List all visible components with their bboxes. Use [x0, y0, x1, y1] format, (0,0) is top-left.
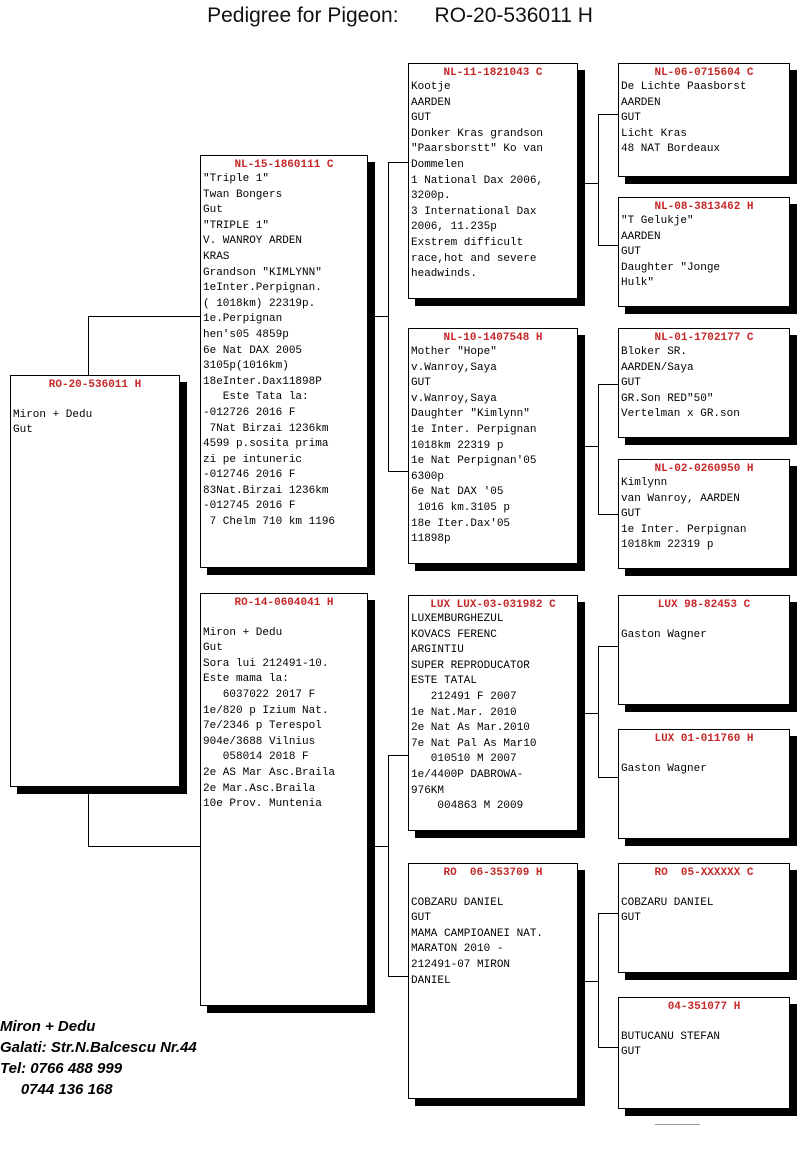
- connector: [368, 316, 388, 317]
- detail-line: ESTE TATAL: [411, 675, 478, 688]
- detail-line: 1e Nat Perpignan'05: [411, 455, 537, 468]
- detail-line: LUXEMBURGHEZUL: [411, 613, 504, 625]
- detail-line: MARATON 2010 -: [411, 943, 504, 956]
- detail-line: [621, 1014, 789, 1030]
- card-details: [619, 612, 789, 643]
- detail-line: Licht Kras: [621, 127, 688, 140]
- connector: [388, 162, 389, 472]
- ring-number: RO-14-0604041 H: [234, 597, 334, 609]
- owner-info: [0, 1016, 197, 1100]
- sd-sire-card: [618, 328, 790, 438]
- ring-number: NL-01-1702177 C: [654, 332, 754, 344]
- detail-line: Mother "Hope": [411, 346, 497, 358]
- detail-line: De Lichte Paasborst: [621, 81, 747, 93]
- detail-line: GUT: [411, 912, 431, 925]
- ring-number: 04-351077 H: [667, 1001, 741, 1013]
- detail-line: Kootje: [411, 81, 451, 93]
- detail-line: Grandson "KIMLYNN": [203, 266, 322, 279]
- dam-sire-card: [408, 595, 578, 831]
- detail-line: 1e.Perpignan: [203, 313, 283, 326]
- detail-line: 48 NAT Bordeaux: [621, 143, 721, 156]
- detail-line: 7e Nat Pal As Mar10: [411, 737, 537, 750]
- card-details: [201, 610, 367, 813]
- owner-name: Miron + Dedu: [0, 1018, 96, 1035]
- detail-line: 212491-07 MIRON: [411, 958, 511, 971]
- detail-line: ARGINTIU: [411, 644, 464, 657]
- dd-sire-card: [618, 863, 790, 973]
- detail-line: -012746 2016 F: [203, 469, 296, 482]
- connector: [598, 384, 599, 515]
- connector: [368, 846, 388, 847]
- detail-line: BUTUCANU STEFAN: [621, 1030, 721, 1043]
- ss-sire-card: [618, 63, 790, 177]
- ring-number: NL-08-3813462 H: [654, 201, 754, 213]
- detail-line: MAMA CAMPIOANEI NAT.: [411, 927, 544, 940]
- card-details: [619, 80, 789, 158]
- detail-line: Daughter "Kimlynn": [411, 408, 530, 421]
- detail-line: AARDEN/Saya: [621, 361, 694, 374]
- detail-line: GUT: [411, 112, 431, 125]
- ring-number: LUX 01-011760 H: [654, 733, 754, 745]
- dd-dam-card: [618, 997, 790, 1109]
- detail-line: 6e Nat DAX 2005: [203, 344, 303, 357]
- detail-line: Exstrem difficult: [411, 236, 524, 249]
- connector: [598, 646, 618, 647]
- detail-line: 2e Mar.Asc.Braila: [203, 782, 316, 795]
- sd-dam-card: [618, 459, 790, 569]
- connector: [598, 114, 618, 115]
- connector: [578, 446, 598, 447]
- ring-number: NL-15-1860111 C: [234, 159, 334, 171]
- dam-dam-card: [408, 863, 578, 1099]
- detail-line: "T Gelukje": [621, 215, 694, 227]
- detail-line: [411, 880, 577, 896]
- detail-line: 1e/820 p Izium Nat.: [203, 704, 329, 717]
- detail-line: 6037022 2017 F: [203, 688, 316, 701]
- connector: [88, 316, 89, 376]
- detail-line: 004863 M 2009: [411, 800, 524, 813]
- card-details: [409, 345, 577, 548]
- detail-line: Bloker SR.: [621, 346, 688, 358]
- detail-line: V. WANROY ARDEN: [203, 235, 303, 248]
- detail-line: 1016 km.3105 p: [411, 501, 511, 514]
- connector: [598, 384, 618, 385]
- connector: [388, 976, 408, 977]
- detail-line: 1e/4400P DABROWA-: [411, 768, 524, 781]
- detail-line: 2e AS Mar Asc.Braila: [203, 766, 336, 779]
- detail-line: Vertelman x GR.son: [621, 408, 740, 421]
- detail-line: Gut: [203, 642, 223, 655]
- detail-line: hen's05 4859p: [203, 328, 289, 341]
- detail-line: Este mama la:: [203, 673, 289, 686]
- detail-line: Gaston Wagner: [621, 762, 707, 775]
- detail-line: GUT: [621, 112, 641, 125]
- detail-line: 18e Iter.Dax'05: [411, 517, 511, 530]
- detail-line: zi pe intuneric: [203, 453, 303, 466]
- ring-number: NL-11-1821043 C: [443, 67, 543, 79]
- detail-line: Gut: [203, 204, 223, 217]
- connector: [598, 913, 618, 914]
- detail-line: 4599 p.sosita prima: [203, 438, 329, 451]
- card-details: [409, 880, 577, 989]
- detail-line: Daughter "Jonge: [621, 261, 721, 274]
- detail-line: 1018km 22319 p: [621, 539, 714, 552]
- connector: [88, 846, 200, 847]
- detail-line: 7 Chelm 710 km 1196: [203, 516, 336, 529]
- connector: [388, 755, 389, 977]
- detail-line: 18eInter.Dax11898P: [203, 375, 322, 388]
- subject-card: [10, 375, 180, 787]
- owner-phone: Tel: 0766 488 999: [0, 1060, 123, 1077]
- connector: [88, 787, 89, 847]
- detail-line: Miron + Dedu: [13, 408, 93, 421]
- detail-line: 1e Inter. Perpignan: [411, 423, 537, 436]
- detail-line: Gut: [13, 424, 33, 437]
- detail-line: v.Wanroy,Saya: [411, 361, 497, 374]
- title-ring: RO-20-536011 H: [434, 4, 593, 27]
- detail-line: 3 International Dax: [411, 205, 537, 218]
- card-details: [619, 1014, 789, 1061]
- detail-line: -012726 2016 F: [203, 406, 296, 419]
- ds-dam-card: [618, 729, 790, 839]
- detail-line: GUT: [621, 246, 641, 259]
- ring-number: RO 05-XXXXXX C: [654, 867, 754, 879]
- connector: [598, 646, 599, 778]
- ring-number: LUX LUX-03-031982 C: [430, 599, 556, 611]
- connector: [598, 1047, 618, 1048]
- detail-line: 3105p(1016km): [203, 360, 289, 373]
- connector: [388, 162, 408, 163]
- connector: [388, 755, 408, 756]
- sire-card: [200, 155, 368, 568]
- detail-line: Dommelen: [411, 158, 464, 171]
- detail-line: GR.Son RED"50": [621, 392, 714, 405]
- detail-line: 83Nat.Birzai 1236km: [203, 484, 329, 497]
- card-details: [409, 80, 577, 283]
- detail-line: AARDEN: [411, 96, 451, 109]
- detail-line: Donker Kras grandson: [411, 127, 544, 140]
- ring-number: NL-10-1407548 H: [443, 332, 543, 344]
- owner-address: Galati: Str.N.Balcescu Nr.44: [0, 1039, 197, 1056]
- connector: [598, 913, 599, 1048]
- connector: [598, 245, 618, 246]
- detail-line: v.Wanroy,Saya: [411, 392, 497, 405]
- ring-number: NL-02-0260950 H: [654, 463, 754, 475]
- detail-line: KRAS: [203, 250, 230, 263]
- detail-line: Este Tata la:: [203, 391, 309, 404]
- ring-number: LUX 98-82453 C: [657, 599, 751, 611]
- detail-line: KOVACS FERENC: [411, 628, 497, 641]
- page-title: [0, 4, 800, 28]
- detail-line: GUT: [621, 377, 641, 390]
- detail-line: DANIEL: [411, 974, 451, 987]
- detail-line: 904e/3688 Vilnius: [203, 735, 316, 748]
- detail-line: 2006, 11.235p: [411, 221, 497, 234]
- detail-line: 7e/2346 p Terespol: [203, 720, 322, 733]
- detail-line: [621, 746, 789, 762]
- detail-line: 212491 F 2007: [411, 690, 517, 703]
- ring-number: RO-20-536011 H: [48, 379, 142, 391]
- detail-line: COBZARU DANIEL: [411, 896, 504, 909]
- detail-line: SUPER REPRODUCATOR: [411, 659, 530, 672]
- detail-line: 976KM: [411, 784, 445, 797]
- card-details: [619, 214, 789, 292]
- detail-line: headwinds.: [411, 268, 478, 281]
- detail-line: race,hot and severe: [411, 252, 537, 265]
- connector: [578, 981, 598, 982]
- detail-line: [13, 392, 179, 408]
- connector: [388, 471, 408, 472]
- detail-line: 010510 M 2007: [411, 753, 517, 766]
- owner-phone-2: 0744 136 168: [0, 1081, 113, 1098]
- detail-line: GUT: [621, 508, 641, 521]
- detail-line: 3200p.: [411, 190, 451, 203]
- detail-line: Hulk": [621, 277, 655, 290]
- ring-number: NL-06-0715604 C: [654, 67, 754, 79]
- connector: [598, 514, 618, 515]
- detail-line: [621, 612, 789, 628]
- detail-line: 6e Nat DAX '05: [411, 486, 504, 499]
- title-label: Pedigree for Pigeon:: [207, 4, 399, 27]
- detail-line: COBZARU DANIEL: [621, 896, 714, 909]
- card-details: [619, 345, 789, 423]
- detail-line: Sora lui 212491-10.: [203, 657, 329, 670]
- detail-line: 1 National Dax 2006,: [411, 174, 544, 187]
- connector: [578, 183, 598, 184]
- card-details: [619, 476, 789, 554]
- detail-line: 6300p: [411, 470, 445, 483]
- card-details: [619, 880, 789, 927]
- detail-line: AARDEN: [621, 96, 661, 109]
- detail-line: GUT: [411, 377, 431, 390]
- detail-line: 7Nat Birzai 1236km: [203, 422, 329, 435]
- connector: [598, 777, 618, 778]
- detail-line: AARDEN: [621, 230, 661, 243]
- detail-line: 1e Inter. Perpignan: [621, 523, 747, 536]
- detail-line: 1eInter.Perpignan.: [203, 282, 322, 295]
- detail-line: 1e Nat.Mar. 2010: [411, 706, 517, 719]
- detail-line: -012745 2016 F: [203, 500, 296, 513]
- detail-line: 1018km 22319 p: [411, 439, 504, 452]
- ds-sire-card: [618, 595, 790, 705]
- detail-line: "Paarsborstt" Ko van: [411, 143, 544, 156]
- card-details: [11, 392, 179, 439]
- card-details: [409, 612, 577, 815]
- connector: [88, 316, 200, 317]
- detail-line: [203, 610, 367, 626]
- detail-line: van Wanroy, AARDEN: [621, 492, 740, 505]
- detail-line: 10e Prov. Muntenia: [203, 798, 322, 811]
- detail-line: 058014 2018 F: [203, 751, 309, 764]
- detail-line: ( 1018km) 22319p.: [203, 297, 316, 310]
- detail-line: "Triple 1": [203, 173, 270, 185]
- detail-line: GUT: [621, 912, 641, 925]
- divider: [655, 1124, 700, 1125]
- sire-sire-card: [408, 63, 578, 299]
- card-details: [619, 746, 789, 777]
- detail-line: Miron + Dedu: [203, 626, 283, 639]
- detail-line: 11898p: [411, 533, 451, 546]
- detail-line: Gaston Wagner: [621, 628, 707, 641]
- ss-dam-card: [618, 197, 790, 307]
- detail-line: "TRIPLE 1": [203, 219, 270, 232]
- ring-number: RO 06-353709 H: [443, 867, 543, 879]
- detail-line: 2e Nat As Mar.2010: [411, 722, 530, 735]
- detail-line: Twan Bongers: [203, 188, 283, 201]
- detail-line: Kimlynn: [621, 477, 668, 489]
- dam-card: [200, 593, 368, 1006]
- detail-line: GUT: [621, 1046, 641, 1059]
- detail-line: [621, 880, 789, 896]
- connector: [578, 713, 598, 714]
- sire-dam-card: [408, 328, 578, 564]
- card-details: [201, 172, 367, 531]
- connector: [598, 114, 599, 246]
